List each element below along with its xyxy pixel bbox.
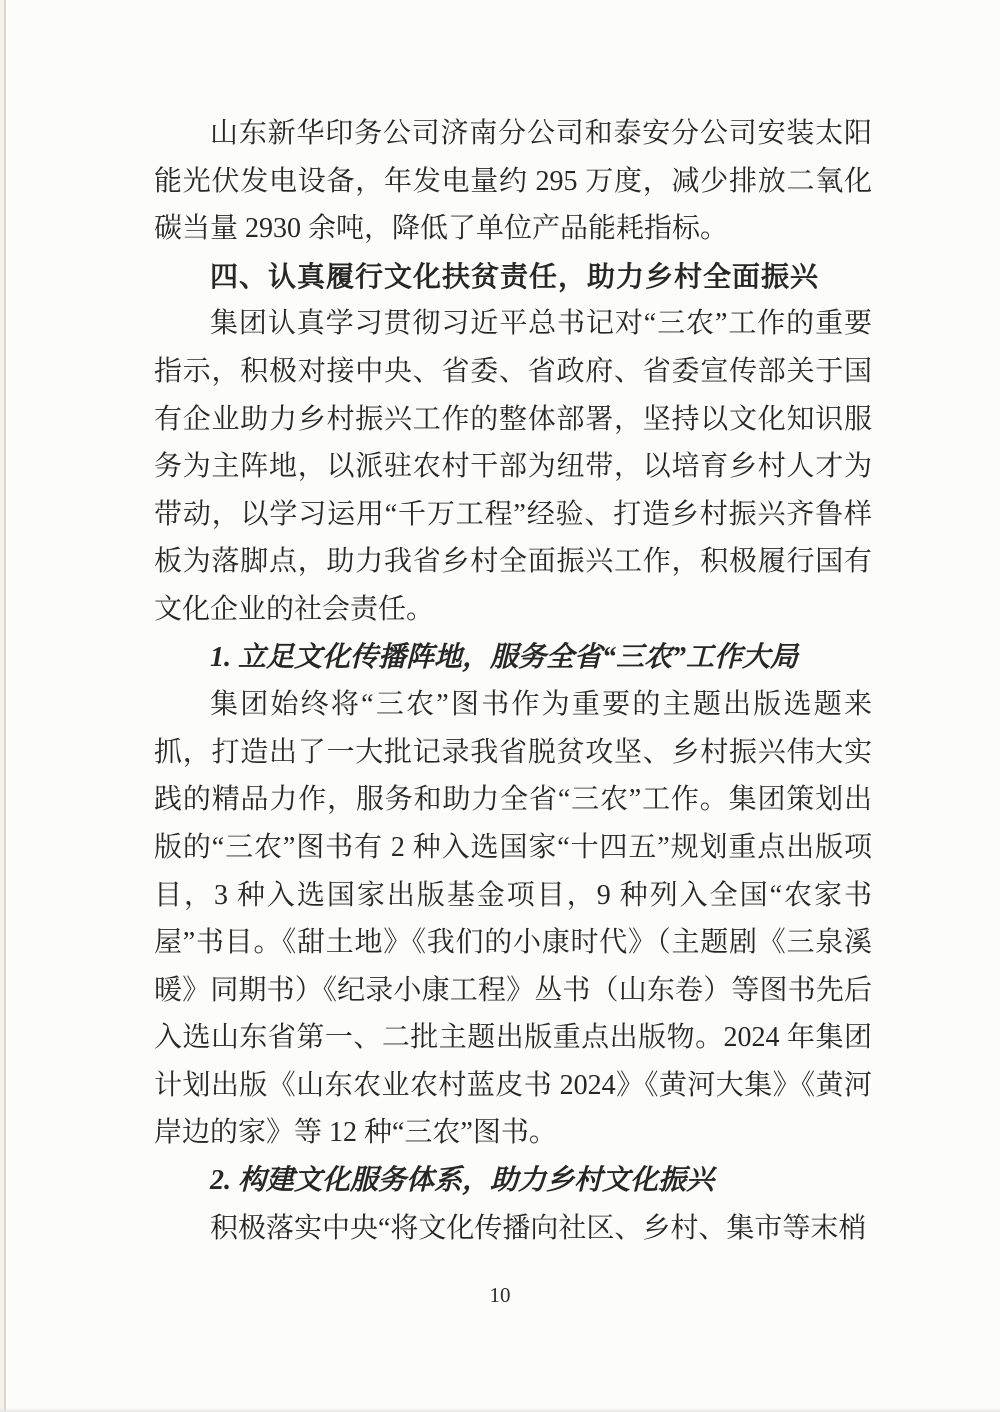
scan-edge-line <box>4 0 6 1412</box>
page-number: 10 <box>489 1283 511 1307</box>
document-body <box>154 110 872 1252</box>
paragraph-rural-revitalization-overview: 集团认真学习贯彻习近平总书记对“三农”工作的重要指示，积极对接中央、省委、省政府、省委宣传部关于国有企业助力乡村振兴工作的整体部署，坚持以文化知识服务为主阵地，以派驻农村干部为纽带，以培育乡村人才为带动，以学习运用“千万工程”经验、打造乡村振兴齐鲁样板为落脚点，助力我省乡村全面振兴工作，积极履行国有文化企业的社会责任。 <box>154 308 872 625</box>
subsection-heading-2: 2. 构建文化服务体系，助力乡村文化振兴 <box>210 1165 715 1197</box>
scan-edge-bottom <box>0 1408 1000 1412</box>
paragraph-sannong-books: 集团始终将“三农”图书作为重要的主题出版选题来抓，打造出了一大批记录我省脱贫攻坚、乡村振兴伟大实践的精品力作，服务和助力全省“三农”工作。集团策划出版的“三农”图书有 2 种入选国家“十四五”规划重点出版项目，3 种入选国家出版基金项目，9 种列入全国“农家书屋”书目。《甜土地》《我们的小康时代》（主题剧《三泉溪暖》同期书）《纪录小康工程》丛书（山东卷）等图书先后入选山东省第一、二批主题出版重点出版物。2024 年集团计划出版《山东农业农村蓝皮书 2024》《黄河大集》《黄河岸边的家》等 12 种“三农”图书。 <box>154 689 872 1149</box>
paragraph-cultural-service: 积极落实中央“将文化传播向社区、乡村、集市等末梢 <box>210 1212 867 1244</box>
paragraph-solar-power: 山东新华印务公司济南分公司和泰安分公司安装太阳能光伏发电设备，年发电量约 295 万度，减少排放二氧化碳当量 2930 余吨，降低了单位产品能耗指标。 <box>154 118 872 245</box>
subsection-heading-1: 1. 立足文化传播阵地，服务全省“三农”工作大局 <box>210 641 799 673</box>
section-heading-4: 四、认真履行文化扶贫责任，助力乡村全面振兴 <box>210 260 820 292</box>
